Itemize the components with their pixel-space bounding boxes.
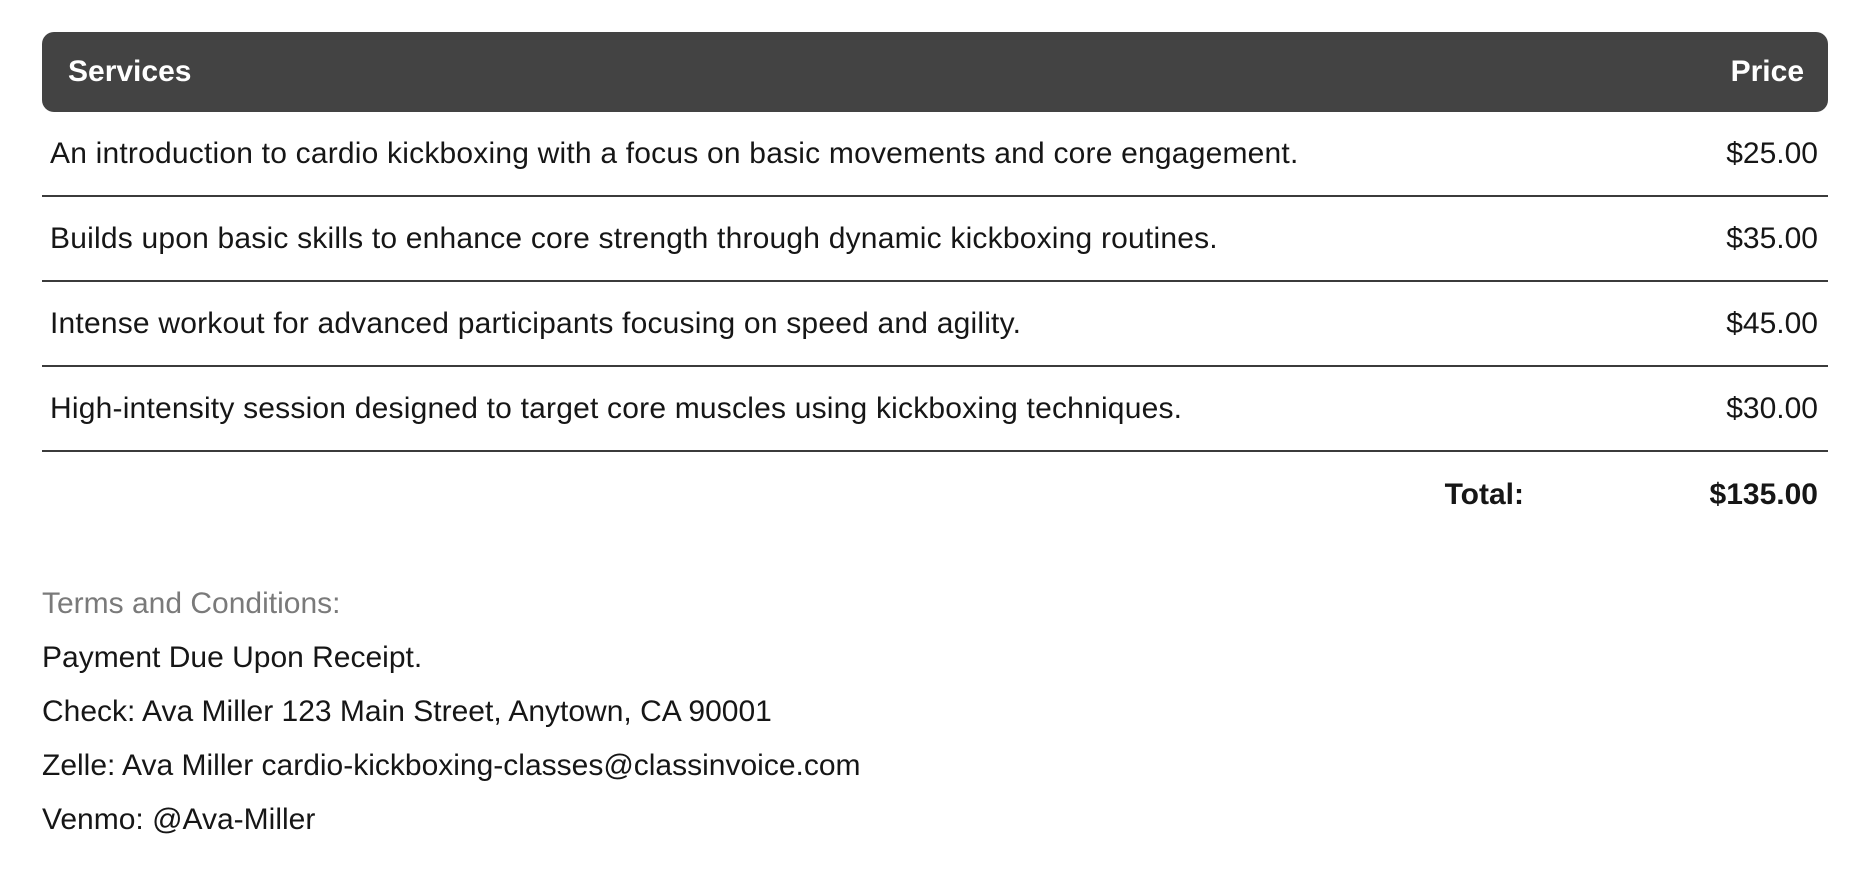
price-column-header: Price [1616,32,1828,112]
services-table [42,32,1828,537]
header-row [42,32,1828,112]
terms-line-payment: Payment Due Upon Receipt. [42,641,423,674]
total-label: Total: [1444,477,1524,511]
services-column-header: Services [42,32,1616,112]
services-table-body [42,112,1828,537]
table-row [42,112,1828,197]
total-row [42,452,1828,537]
service-price: $35.00 [1616,197,1828,282]
table-row [42,282,1828,367]
terms-section [42,577,1828,847]
terms-line-check: Check: Ava Miller 123 Main Street, Anytown, CA 90001 [42,695,772,728]
total-value: $135.00 [1709,477,1818,511]
service-description: Builds upon basic skills to enhance core strength through dynamic kickboxing routines. [42,197,1616,282]
service-description: Intense workout for advanced participants focusing on speed and agility. [42,282,1616,367]
terms-line-zelle: Zelle: Ava Miller cardio-kickboxing-classes@classinvoice.com [42,749,861,782]
service-price: $45.00 [1616,282,1828,367]
services-table-header [42,32,1828,112]
terms-line-venmo: Venmo: @Ava-Miller [42,803,316,836]
table-row [42,367,1828,452]
service-description: High-intensity session designed to target core muscles using kickboxing techniques. [42,367,1616,452]
terms-heading: Terms and Conditions: [42,587,341,620]
service-description: An introduction to cardio kickboxing with a focus on basic movements and core engagement. [42,112,1616,197]
service-price: $30.00 [1616,367,1828,452]
service-price: $25.00 [1616,112,1828,197]
table-row [42,197,1828,282]
